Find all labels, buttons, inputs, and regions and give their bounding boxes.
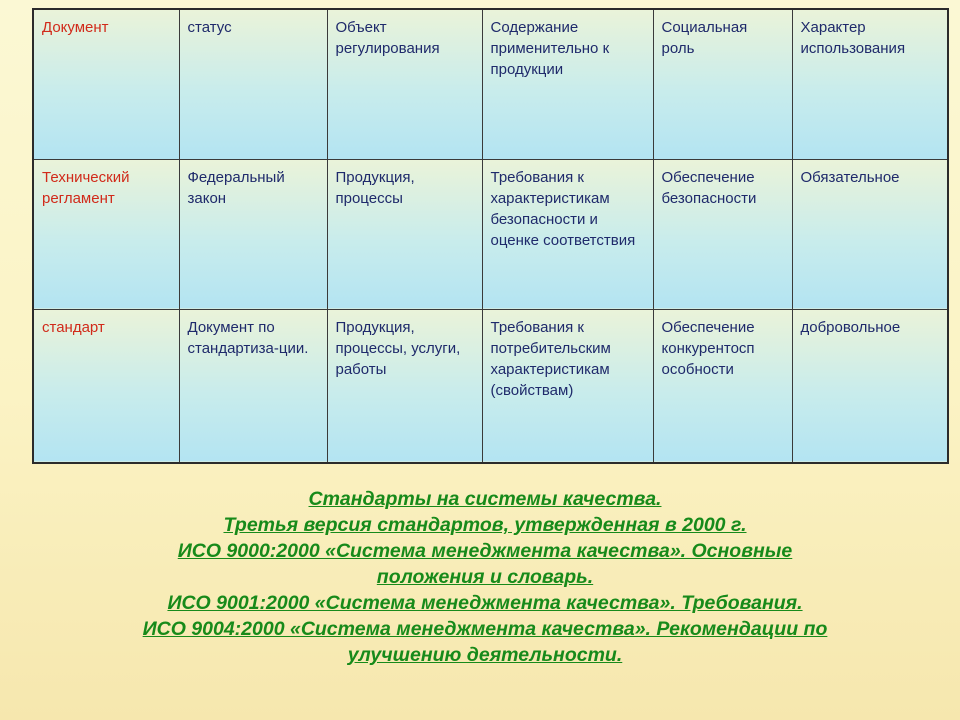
comparison-table-wrapper (32, 8, 947, 462)
table-header-row (33, 9, 948, 159)
comparison-table (32, 8, 949, 464)
header-cell-status: статус (179, 9, 327, 159)
row-cell-object: Продукция, процессы, услуги, работы (327, 309, 482, 463)
header-cell-usage: Характер использования (792, 9, 948, 159)
row-cell-status: Документ по стандартиза-ции. (179, 309, 327, 463)
row-cell-content: Требования к потребительским характеристикам (свойствам) (482, 309, 653, 463)
quality-standards-caption (40, 486, 930, 668)
row-cell-content: Требования к характеристикам безопасности и оценке соответствия (482, 159, 653, 309)
header-cell-role: Социальная роль (653, 9, 792, 159)
table-row (33, 309, 948, 463)
row-cell-usage: добровольное (792, 309, 948, 463)
caption-line: ИСО 9004:2000 «Система менеджмента качества». Рекомендации по (142, 618, 828, 640)
table-row (33, 159, 948, 309)
caption-line: ИСО 9000:2000 «Система менеджмента качества». Основные (177, 540, 793, 562)
header-cell-content: Содержание применительно к продукции (482, 9, 653, 159)
caption-line: Стандарты на системы качества. (308, 488, 662, 510)
caption-line: положения и словарь. (376, 566, 594, 588)
row-cell-role: Обеспечение безопасности (653, 159, 792, 309)
caption-line: Третья версия стандартов, утвержденная в 2000 г. (223, 514, 747, 536)
caption-line: улучшению деятельности. (347, 644, 623, 666)
row-cell-status: Федеральный закон (179, 159, 327, 309)
row-cell-role: Обеспечение конкурентосп особности (653, 309, 792, 463)
caption-line: ИСО 9001:2000 «Система менеджмента качества». Требования. (167, 592, 803, 614)
row-cell-document: стандарт (33, 309, 179, 463)
row-cell-object: Продукция, процессы (327, 159, 482, 309)
header-cell-object: Объект регулирования (327, 9, 482, 159)
row-cell-document: Технический регламент (33, 159, 179, 309)
header-cell-document: Документ (33, 9, 179, 159)
row-cell-usage: Обязательное (792, 159, 948, 309)
